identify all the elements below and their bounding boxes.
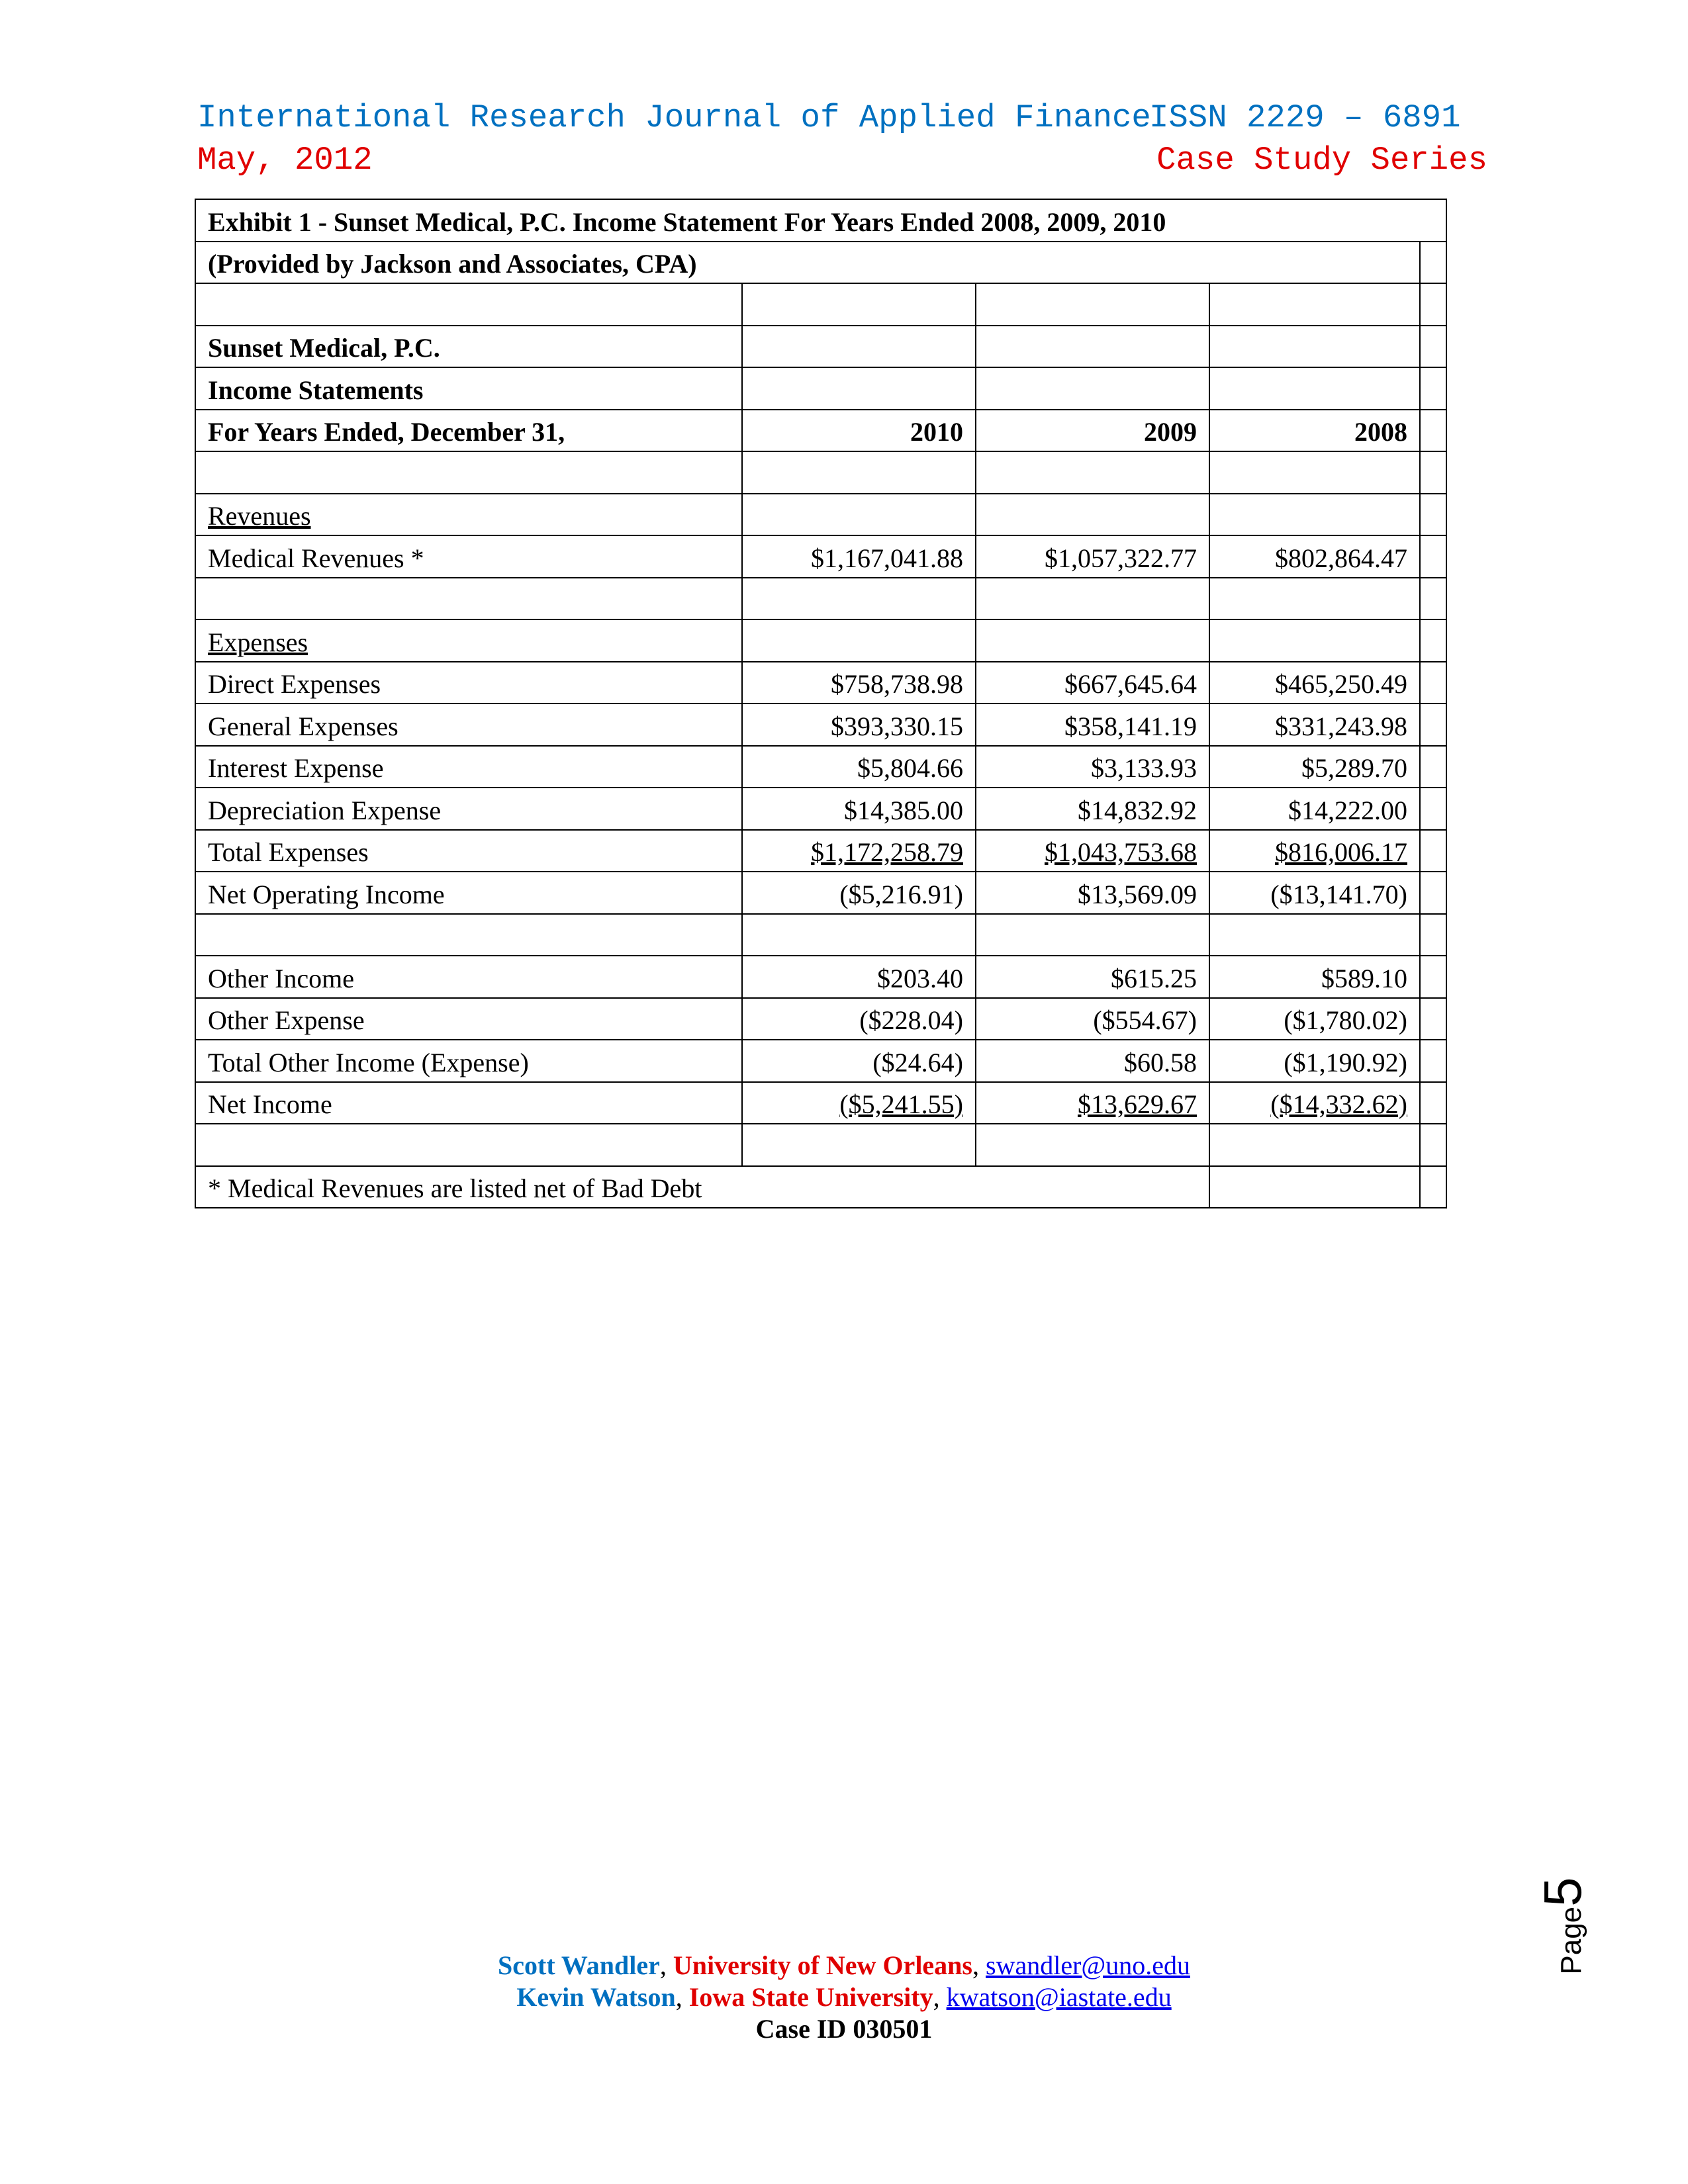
case-id: Case ID 030501 [755,2014,933,2044]
row-label: Medical Revenues * [195,535,742,578]
cell-value: ($24.64) [742,1040,976,1082]
row-label: Total Other Income (Expense) [195,1040,742,1082]
cell-value: $3,133.93 [976,746,1209,788]
cell-value: $5,804.66 [742,746,976,788]
table-row [195,914,1446,956]
cell-value: $1,167,041.88 [742,535,976,578]
cell-value: $14,385.00 [742,788,976,830]
table-row [195,662,1446,704]
series-name: Case Study Series [1156,142,1487,179]
cell-value: $589.10 [1209,956,1420,998]
row-label: Depreciation Expense [195,788,742,830]
footer-author1: Scott Wandler, University of New Orleans, swandler@uno.edu [498,1950,1190,1980]
cell-value: ($14,332.62) [1209,1082,1420,1124]
table-row [195,956,1446,998]
author-university: Iowa State University [688,1982,933,2012]
cell-value: ($1,780.02) [1209,998,1420,1040]
revenues-heading: Revenues [195,494,742,536]
table-row [195,830,1446,872]
table-row [195,283,1446,326]
table-row [195,242,1446,284]
journal-title: International Research Journal of Applied Finance [197,99,1151,136]
row-label: Direct Expenses [195,662,742,704]
author-name: Kevin Watson [516,1982,676,2012]
cell-value: $758,738.98 [742,662,976,704]
exhibit-title: Exhibit 1 - Sunset Medical, P.C. Income Statement For Years Ended 2008, 2009, 2010 [195,199,1446,242]
author-name: Scott Wandler [498,1950,660,1980]
table-row [195,788,1446,830]
table-row [195,746,1446,788]
table-row [195,998,1446,1040]
issn: ISSN 2229 – 6891 [1149,99,1461,136]
cell-value: $14,832.92 [976,788,1209,830]
cell-value: $816,006.17 [1209,830,1420,872]
cell-value: $60.58 [976,1040,1209,1082]
author-email-link[interactable]: swandler@uno.edu [986,1950,1190,1980]
cell-value: $14,222.00 [1209,788,1420,830]
expenses-heading: Expenses [195,619,742,662]
cell-value: $393,330.15 [742,704,976,746]
row-label: Net Operating Income [195,872,742,914]
cell-value: ($5,241.55) [742,1082,976,1124]
statement-name: Income Statements [195,367,742,410]
year-header: 2009 [976,410,1209,452]
table-row [195,1082,1446,1124]
cell-value: ($5,216.91) [742,872,976,914]
cell-value: $615.25 [976,956,1209,998]
cell-value: $13,569.09 [976,872,1209,914]
income-statement-table [195,199,1447,1208]
page-number: Page 5 [1533,1877,1592,1975]
table-row [195,578,1446,620]
cell-value: ($228.04) [742,998,976,1040]
company-name: Sunset Medical, P.C. [195,326,742,368]
table-row [195,619,1446,662]
table-row [195,410,1446,452]
row-label: Total Expenses [195,830,742,872]
cell-value: $331,243.98 [1209,704,1420,746]
period-label: For Years Ended, December 31, [195,410,742,452]
author-university: University of New Orleans [673,1950,972,1980]
footnote: * Medical Revenues are listed net of Bad Debt [195,1166,1209,1208]
cell-value: $802,864.47 [1209,535,1420,578]
cell-value: $465,250.49 [1209,662,1420,704]
row-label: General Expenses [195,704,742,746]
issue-date: May, 2012 [197,142,373,179]
provided-by: (Provided by Jackson and Associates, CPA) [195,242,1420,284]
table-row [195,535,1446,578]
cell-value: $203.40 [742,956,976,998]
year-header: 2008 [1209,410,1420,452]
cell-value: $5,289.70 [1209,746,1420,788]
table-row [195,872,1446,914]
cell-value: $1,057,322.77 [976,535,1209,578]
table-row [195,494,1446,536]
cell-value: ($13,141.70) [1209,872,1420,914]
table-row [195,1040,1446,1082]
cell-value: $13,629.67 [976,1082,1209,1124]
table-row [195,451,1446,494]
footer-author2: Kevin Watson, Iowa State University, kwatson@iastate.edu [516,1982,1172,2012]
cell-value: ($1,190.92) [1209,1040,1420,1082]
cell-value: ($554.67) [976,998,1209,1040]
cell-value: $667,645.64 [976,662,1209,704]
table-row [195,704,1446,746]
year-header: 2010 [742,410,976,452]
row-label: Interest Expense [195,746,742,788]
table-row [195,1124,1446,1166]
cell-value: $1,043,753.68 [976,830,1209,872]
table-row [195,326,1446,368]
cell-value: $1,172,258.79 [742,830,976,872]
row-label: Other Income [195,956,742,998]
table-row [195,199,1446,242]
author-email-link[interactable]: kwatson@iastate.edu [946,1982,1172,2012]
cell-value: $358,141.19 [976,704,1209,746]
row-label: Net Income [195,1082,742,1124]
table-row [195,367,1446,410]
table-row [195,1166,1446,1208]
row-label: Other Expense [195,998,742,1040]
